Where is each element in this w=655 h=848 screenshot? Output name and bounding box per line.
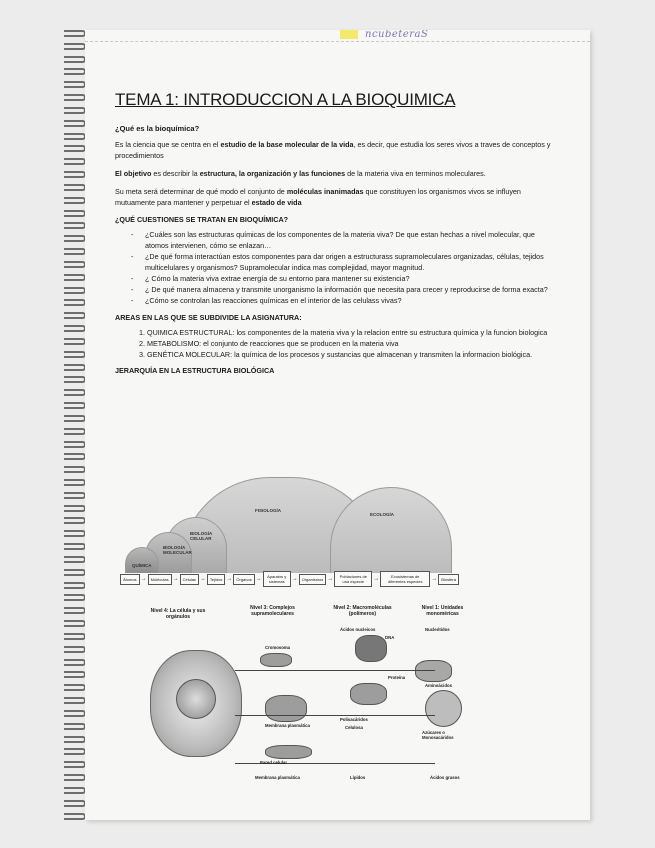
- label-cromosoma: Cromosoma: [265, 645, 291, 650]
- spiral-coil: [64, 556, 86, 563]
- spiral-coil: [64, 210, 86, 217]
- protein-shape: [350, 683, 387, 705]
- connector-line: [235, 670, 435, 671]
- hierarchy-diagram: [120, 475, 460, 595]
- connector-line: [235, 715, 435, 716]
- margin-line: [85, 41, 590, 42]
- list-item: - ¿ Cómo la materia viva extrae energía de su entorno para mantener su existencia?: [145, 273, 555, 284]
- arrow-icon: →: [172, 576, 179, 582]
- level-box: Biosfera: [438, 574, 459, 585]
- spiral-coil: [64, 402, 86, 409]
- spiral-coil: [64, 594, 86, 601]
- spiral-coil: [64, 569, 86, 576]
- level-2-label: Nivel 2: Macromoléculas (polímeros): [333, 605, 392, 617]
- label-nucleotidos: Nucleótidos: [425, 627, 450, 632]
- level-1-label: Nivel 1: Unidades monoméricas: [421, 605, 464, 617]
- spiral-coil: [64, 94, 86, 101]
- dna-shape: [355, 635, 387, 662]
- level-box: Ecosistemas de diferentes especies: [380, 571, 430, 587]
- spiral-coil: [64, 351, 86, 358]
- spiral-coil: [64, 43, 86, 50]
- spiral-coil: [64, 466, 86, 473]
- spiral-coil: [64, 530, 86, 537]
- spiral-coil: [64, 582, 86, 589]
- spiral-coil: [64, 646, 86, 653]
- level-box: Aparatos y sistemas: [263, 571, 291, 587]
- spiral-coil: [64, 338, 86, 345]
- paragraph-objective: El objetivo es describir la estructura, la organización y las funciones de la materia viva en terminos moleculares.: [115, 169, 486, 178]
- list-item: 2. METABOLISMO: el conjunto de reacciones que se producen en la materia viva: [147, 338, 555, 349]
- spiral-coil: [64, 633, 86, 640]
- spiral-coil: [64, 197, 86, 204]
- label-membrana-plasmatica: Membrana plasmática: [265, 723, 310, 728]
- biological-levels-diagram: [140, 605, 500, 780]
- spiral-coil: [64, 312, 86, 319]
- spiral-coil: [64, 274, 86, 281]
- label-membrana-plasmatica: Membrana plasmática: [255, 775, 300, 780]
- spiral-coil: [64, 376, 86, 383]
- spiral-coil: [64, 133, 86, 140]
- spiral-coil: [64, 68, 86, 75]
- spiral-coil: [64, 415, 86, 422]
- document-body: [115, 90, 555, 380]
- spiral-coil: [64, 620, 86, 627]
- label-polisacaridos: Polisacáridos: [340, 717, 368, 722]
- areas-list: [115, 327, 555, 360]
- spiral-coil: [64, 774, 86, 781]
- spiral-coil: [64, 81, 86, 88]
- spiral-coil: [64, 171, 86, 178]
- level-3-label: Nivel 3: Complejos supramoleculares: [250, 605, 295, 617]
- spiral-coil: [64, 145, 86, 152]
- yellow-tab: [340, 30, 358, 39]
- label-proteina: Proteína: [388, 675, 406, 680]
- cell-illustration: [150, 650, 242, 757]
- spiral-coil: [64, 736, 86, 743]
- spiral-coil: [64, 287, 86, 294]
- spiral-coil: [64, 800, 86, 807]
- notebook-page: [85, 30, 590, 820]
- list-item: 3. GENÉTICA MOLECULAR: la química de los procesos y sustancias que almacenan y transmiten la informacion biológica.: [147, 349, 555, 360]
- spiral-coil: [64, 748, 86, 755]
- handwritten-note: ncubeteraS: [365, 30, 429, 40]
- spiral-coil: [64, 235, 86, 242]
- level-4-label: Nivel 4: La célula y sus orgánulos: [150, 608, 206, 620]
- spiral-coil: [64, 684, 86, 691]
- nucleus-shape: [176, 679, 216, 719]
- level-box: Moléculas: [148, 574, 172, 585]
- question-heading: ¿Qué es la bioquímica?: [115, 124, 200, 133]
- spiral-coil: [64, 453, 86, 460]
- label-acidos-nucleicos: Ácidos nucleicos: [340, 627, 376, 632]
- spiral-coil: [64, 364, 86, 371]
- dome-quimica: [125, 547, 159, 573]
- level-box: Átomos: [120, 574, 140, 585]
- spiral-coil: [64, 441, 86, 448]
- aminoacid-shape: [425, 690, 462, 727]
- spiral-coil: [64, 120, 86, 127]
- spiral-coil: [64, 107, 86, 114]
- spiral-coil: [64, 30, 86, 37]
- dome-label: BIOLOGÍA MOLECULAR: [163, 545, 192, 555]
- spiral-coil: [64, 222, 86, 229]
- paragraph-definition: Es la ciencia que se centra en el estudio de la base molecular de la vida, es decir, que estudia los seres vivos a traves de conceptos y procedimientos: [115, 140, 551, 160]
- arrow-icon: →: [199, 576, 206, 582]
- notebook-spiral: [58, 30, 88, 820]
- wall-shape: [265, 745, 312, 759]
- list-item: - ¿Cómo se controlan las reacciones químicas en el interior de las celulass vivas?: [145, 295, 555, 306]
- label-pared-celular: Pared celular: [260, 760, 287, 765]
- spiral-coil: [64, 761, 86, 768]
- arrow-icon: →: [226, 576, 233, 582]
- arrow-icon: →: [431, 576, 438, 582]
- spiral-coil: [64, 671, 86, 678]
- dome-label: BIOLOGÍA CELULAR: [190, 531, 213, 541]
- level-box: Células: [180, 574, 199, 585]
- spiral-coil: [64, 492, 86, 499]
- spiral-coil: [64, 56, 86, 63]
- section-heading-hierarchy: JERARQUÍA EN LA ESTRUCTURA BIOLÓGICA: [115, 366, 275, 375]
- label-dna: DNA: [385, 635, 395, 640]
- arrow-icon: →: [373, 576, 380, 582]
- spiral-coil: [64, 261, 86, 268]
- level-box: Organismos: [299, 574, 327, 585]
- spiral-coil: [64, 299, 86, 306]
- membrane-shape: [265, 695, 307, 722]
- paragraph-goal: Su meta será determinar de qué modo el conjunto de moléculas inanimadas que constituyen los organismos vivos se influyen mutuamente para mantener y perpetuar el estado de vida: [115, 187, 521, 207]
- label-celulosa: Celulosa: [345, 725, 363, 730]
- dome-label: FISIOLOGÍA: [255, 508, 282, 513]
- spiral-coil: [64, 787, 86, 794]
- list-item: - ¿De qué forma interactúan estos componentes para dar origen a estructurass supramoleculares organizadas, células, tejidos multicelulares y organismos? Supramolecular indica mas complejidad, mayor magnitud.: [145, 251, 555, 273]
- nucleotide-shape: [415, 660, 452, 682]
- spiral-coil: [64, 158, 86, 165]
- label-lipidos: Lípidos: [350, 775, 366, 780]
- label-azucares: Azúcares o Monosacáridos: [422, 730, 454, 740]
- level-box: Tejidos: [207, 574, 225, 585]
- hierarchy-row: [120, 571, 459, 587]
- level-box: Órganos: [233, 574, 254, 585]
- spiral-coil: [64, 659, 86, 666]
- level-box: Poblaciones de una especie: [334, 571, 372, 587]
- arrow-icon: →: [140, 576, 147, 582]
- spiral-coil: [64, 325, 86, 332]
- dome-label: ECOLOGÍA: [370, 512, 395, 517]
- arrow-icon: →: [291, 576, 298, 582]
- spiral-coil: [64, 710, 86, 717]
- spiral-coil: [64, 184, 86, 191]
- list-item: - ¿ De qué manera almacena y transmite unorganismo la información que necesita para crecer y reproducirse de forma exacta?: [145, 284, 555, 295]
- spiral-coil: [64, 697, 86, 704]
- list-item: 1. QUIMICA ESTRUCTURAL: los componentes de la materia viva y la relacion entre su estructura química y la funcion biologica: [147, 327, 555, 338]
- spiral-coil: [64, 248, 86, 255]
- list-item: - ¿Cuáles son las estructuras químicas de los componentes de la materia viva? De que estan hechas a nivel molecular, que atomos intervienen, cómo se enlazan…: [145, 229, 555, 251]
- arrow-icon: →: [327, 576, 334, 582]
- label-aminoacidos: Aminoácidos: [425, 683, 452, 688]
- spiral-coil: [64, 428, 86, 435]
- questions-list: [115, 229, 555, 306]
- chromosome-shape: [260, 653, 292, 667]
- spiral-coil: [64, 723, 86, 730]
- section-heading-questions: ¿QUÉ CUESTIONES SE TRATAN EN BIOQUÍMICA?: [115, 215, 289, 224]
- spiral-coil: [64, 813, 86, 820]
- spiral-coil: [64, 479, 86, 486]
- page-title: TEMA 1: INTRODUCCION A LA BIOQUIMICA: [115, 90, 456, 109]
- arrow-icon: →: [255, 576, 262, 582]
- spiral-coil: [64, 517, 86, 524]
- spiral-coil: [64, 607, 86, 614]
- label-acidos-grasos: Ácidos grasos: [430, 775, 460, 780]
- spiral-coil: [64, 543, 86, 550]
- spiral-coil: [64, 389, 86, 396]
- section-heading-areas: AREAS EN LAS QUE SE SUBDIVIDE LA ASIGNATURA:: [115, 313, 302, 322]
- dome-label: QUÍMICA: [132, 563, 152, 568]
- spiral-coil: [64, 505, 86, 512]
